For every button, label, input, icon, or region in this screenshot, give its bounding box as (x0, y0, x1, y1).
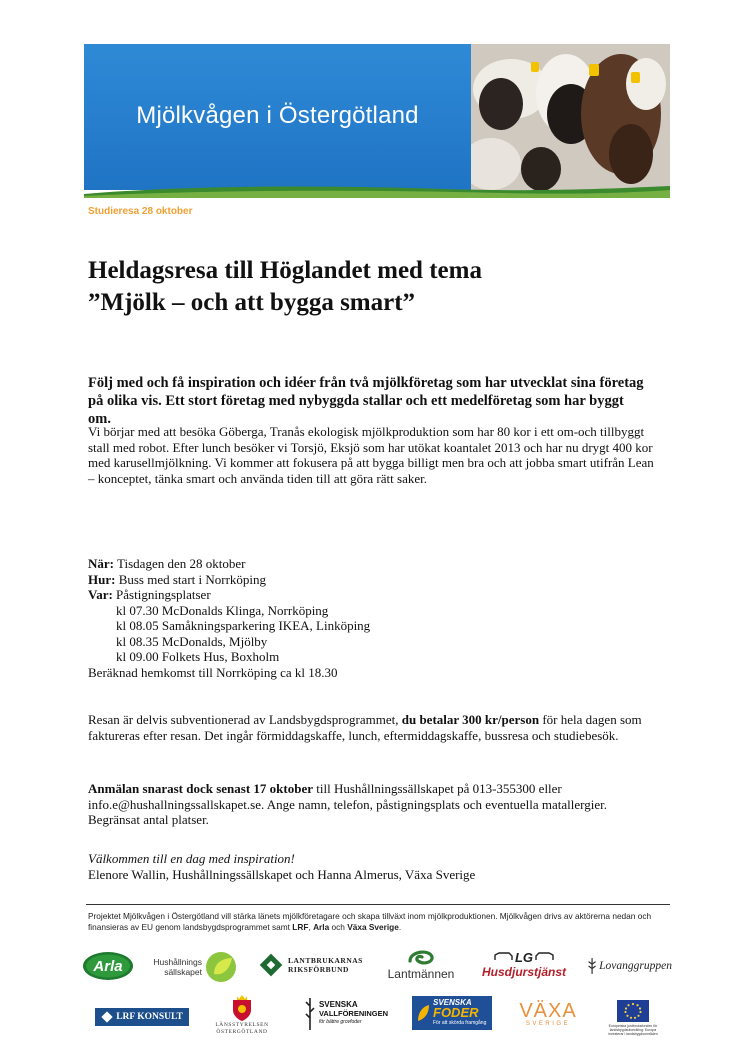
lg-top-row (493, 950, 555, 965)
return-time: Beräknad hemkomst till Norrköping ca kl 18.30 (88, 664, 338, 680)
title-line-1: Heldagsresa till Höglandet med tema (88, 257, 482, 284)
signup-deadline: Anmälan snarast dock senast 17 oktober (88, 781, 313, 796)
svenska-foder-line1: SVENSKA (433, 998, 472, 1007)
hushallning-line2: sällskapet (164, 967, 202, 977)
lrf-konsult-wordmark: LRF KONSULT (116, 1012, 183, 1022)
footer-intro: Projektet Mjölkvågen i Östergötland vill stärka länets mjölkföretagare och skapa tillväxt inom mjölkproduktionen. Mjölkvågen drivs av aktörerna nedan och finansieras av EU genom landsbygdsprogrammet samt (88, 911, 652, 932)
footer-sep2: och (329, 922, 348, 932)
title-line-2: ”Mjölk – och att bygga smart” (88, 289, 416, 316)
lantmannen-logo (380, 944, 462, 984)
price-paragraph (88, 712, 658, 743)
vaxa-sverige-wordmark: SVERIGE (525, 1021, 571, 1027)
lrf-logo (258, 950, 370, 980)
where-value: Påstigningsplatser (112, 587, 211, 602)
subheading-date: Studieresa 28 oktober (88, 206, 193, 217)
lrf-diamond-icon (258, 952, 284, 978)
when-label: När: (88, 556, 114, 571)
vallforeningen-line3: för bättre grovfoder (318, 1018, 362, 1025)
how-row (88, 572, 658, 588)
eu-logo (608, 992, 658, 1044)
lrf-line1: LANTBRUKARNAS (288, 956, 363, 965)
wheat-icon (586, 955, 598, 977)
signup-paragraph (88, 781, 658, 828)
vaxa-wordmark: VÄXA (519, 1000, 577, 1022)
signup-text: till Hushållningssällskapet på 013-355300 eller info.e@hushallningssallskapet.se. Ange namn, telefon, påstigningsplats och eventuella matallergier. Begränsat antal platser. (88, 781, 607, 827)
husdjurstjanst-wordmark: Husdjurstjänst (481, 964, 566, 979)
closing (88, 851, 658, 882)
vaxa-sverige-logo (514, 998, 582, 1030)
stop-item: kl 09.00 Folkets Hus, Boxholm (116, 649, 280, 664)
how-label: Hur: (88, 571, 116, 587)
svenska-foder-wordmark (433, 998, 486, 1028)
when-row (88, 556, 658, 572)
grass-icon (304, 996, 316, 1030)
coat-of-arms-icon (231, 994, 253, 1022)
trip-details (88, 556, 658, 680)
footer-end: . (398, 922, 402, 932)
how-value: Buss med start i Norrköping (115, 571, 267, 587)
cows-photo (471, 44, 670, 190)
page-title (88, 255, 648, 319)
leaf-icon (204, 950, 238, 984)
when-value: Tisdagen den 28 oktober (114, 556, 246, 571)
svenska-foder-logo (412, 996, 492, 1030)
signature: Elenore Wallin, Hushållningssällskapet och Hanna Almerus, Växa Sverige (88, 866, 476, 882)
stop-item: kl 08.35 McDonalds, Mjölby (116, 633, 268, 649)
svenska-foder-line2: FODER (433, 1005, 479, 1020)
lansstyrelsen-line1: LÄNSSTYRELSEN (215, 1022, 269, 1028)
welcome-text: Välkommen till en dag med inspiration! (88, 851, 295, 866)
hushallning-wordmark (150, 957, 202, 977)
lansstyrelsen-logo (214, 986, 270, 1044)
cows-illustration (471, 44, 670, 190)
cow-icon-right (533, 950, 555, 964)
lrf-line2: RIKSFÖRBUND (288, 965, 349, 974)
arla-wordmark: Arla (93, 957, 123, 975)
price-text-after: för hela dagen som faktureras efter resan. Det ingår förmiddagskaffe, lunch, eftermiddagskaffe, bussresa och studiebesök. (88, 712, 642, 743)
footer-text (88, 911, 678, 933)
where-label: Var: (88, 587, 113, 602)
eu-text: Europeiska jordbruksfonden för landsbygdsutveckling: Europa investerar i landsbygdsområden (608, 1023, 658, 1037)
lrf-konsult-logo (95, 1008, 189, 1026)
footer-arla: Arla (313, 922, 330, 932)
price-amount: du betalar 300 kr/person (401, 712, 540, 727)
lovanggruppen-wordmark: Lovanggruppen (599, 960, 672, 972)
foder-leaf-icon (415, 1003, 431, 1023)
lrf-konsult-diamond-icon (101, 1011, 113, 1023)
footer-vaxa: Växa Sverige (347, 922, 399, 932)
lovanggruppen-logo (586, 952, 672, 980)
hushallning-line1: Hushållnings (153, 957, 202, 967)
eu-flag-icon (617, 1000, 649, 1022)
vallforeningen-wordmark (319, 1000, 388, 1027)
lg-husdjurstjanst-logo (476, 944, 572, 984)
vallforeningen-line1: SVENSKA (318, 999, 358, 1009)
vallforeningen-line2: VALLFÖRENINGEN (318, 1008, 388, 1018)
lead-paragraph: Följ med och få inspiration och idéer från två mjölkföretag som har utvecklat sina företag på olika vis. Ett stort företag med nybyggda stallar och ett medelföretag som har byggt om. (88, 375, 644, 427)
arla-logo (82, 950, 134, 982)
lansstyrelsen-line2: ÖSTERGÖTLAND (216, 1029, 268, 1035)
intro-paragraph: Vi börjar med att besöka Göberga, Tranås ekologisk mjölkproduktion som har 80 kor i ett om-och tillbyggt stall med robot. Efter lunch besöker vi Torsjö, Eksjö som har utökat koantalet 2013 och har nu drygt 400 kor med karusellmjölkning. Vi kommer att fokusera på att bygga billigt men bra och att jobba smart utifrån Lean – konceptet, tänka smart och använda tiden till att göra rätt saker. (88, 424, 654, 486)
header-banner (84, 44, 670, 194)
where-row (88, 587, 658, 603)
svenska-vallforeningen-logo (304, 992, 388, 1034)
price-text-before: Resan är delvis subventionerad av Landsbygdsprogrammet, (88, 712, 402, 727)
footer-divider (86, 904, 670, 905)
lantmannen-wordmark: Lantmännen (387, 967, 455, 981)
green-wave (84, 184, 670, 198)
svenska-foder-line3: För att skörda framgång (433, 1020, 487, 1026)
cow-icon (493, 950, 515, 964)
stop-item: kl 08.05 Samåkningsparkering IKEA, Linköping (116, 618, 371, 633)
banner-title: Mjölkvågen i Östergötland (136, 102, 419, 129)
footer-lrf: LRF (292, 922, 309, 932)
footer-sep1: , (308, 922, 314, 932)
hushallningssallskapet-logo (150, 950, 238, 984)
lansstyrelsen-wordmark (215, 1022, 268, 1036)
lantmannen-swirl-icon (406, 947, 436, 967)
stop-item: kl 07.30 McDonalds Klinga, Norrköping (116, 602, 329, 618)
lg-letters: LG (514, 949, 534, 965)
lrf-wordmark (288, 956, 363, 974)
